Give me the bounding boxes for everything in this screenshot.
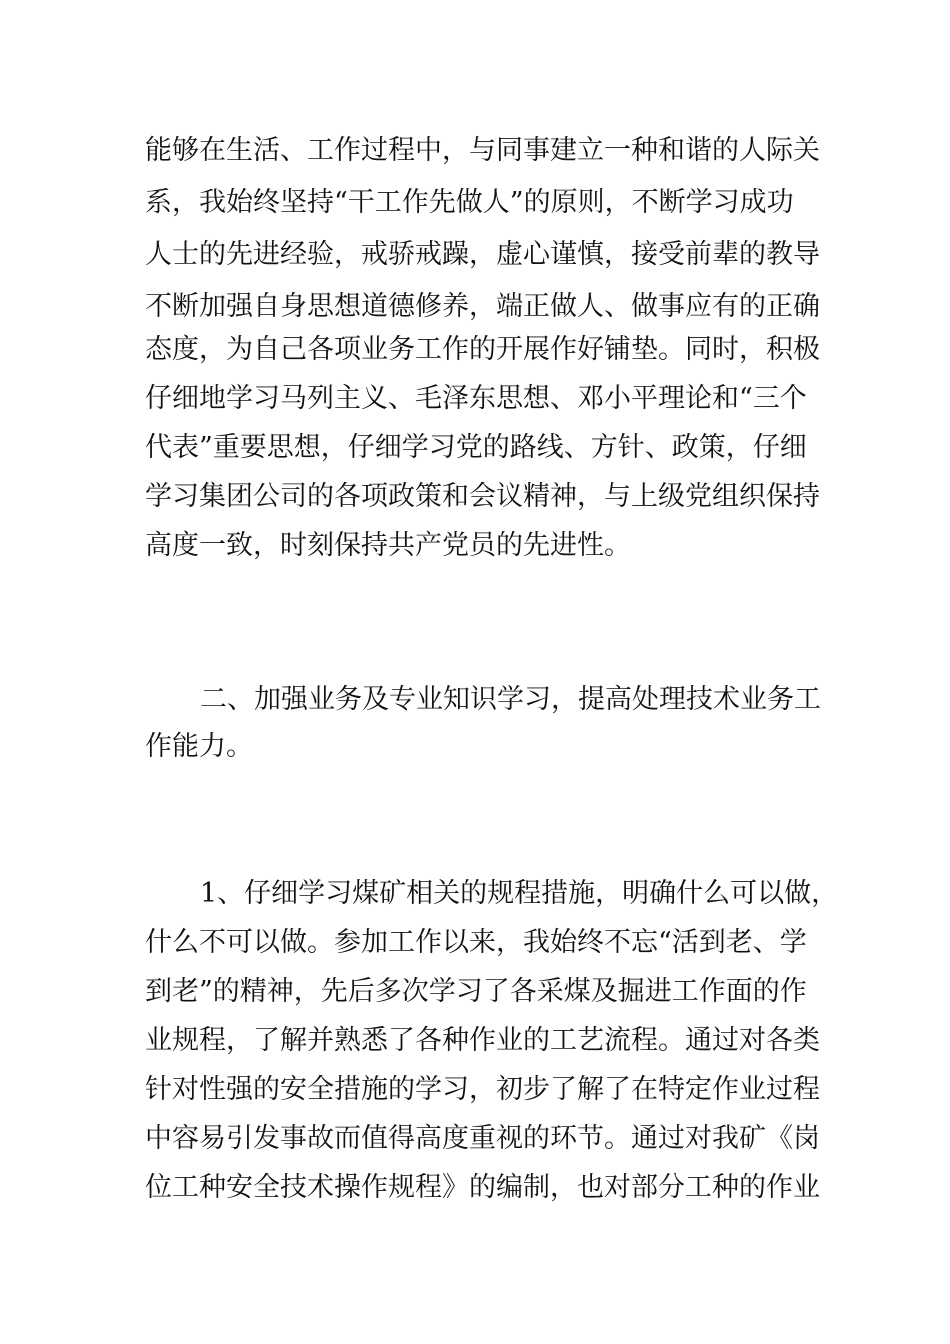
text-line: 能够在生活、工作过程中，与同事建立一种和谐的人际关 <box>145 135 820 166</box>
text-line: 系，我始终坚持“干工作先做人”的原则，不断学习成功 <box>145 187 794 218</box>
text-line: 学习集团公司的各项政策和会议精神，与上级党组织保持 <box>145 481 820 512</box>
text-line: 1、仔细学习煤矿相关的规程措施，明确什么可以做， <box>200 878 839 909</box>
text-line: 位工种安全技术操作规程》的编制，也对部分工种的作业 <box>145 1172 820 1203</box>
text-line: 中容易引发事故而值得高度重视的环节。通过对我矿《岗 <box>145 1123 820 1154</box>
text-line: 态度，为自己各项业务工作的开展作好铺垫。同时，积极 <box>145 334 820 365</box>
text-line: 到老”的精神，先后多次学习了各采煤及掘进工作面的作 <box>145 976 807 1007</box>
text-line: 高度一致，时刻保持共产党员的先进性。 <box>145 530 631 561</box>
text-line: 仔细地学习马列主义、毛泽东思想、邓小平理论和“三个 <box>145 383 807 414</box>
heading-line: 作能力。 <box>145 731 253 762</box>
text-line: 不断加强自身思想道德修养，端正做人、做事应有的正确 <box>145 291 820 322</box>
text-line: 业规程，了解并熟悉了各种作业的工艺流程。通过对各类 <box>145 1025 820 1056</box>
text-line: 代表”重要思想，仔细学习党的路线、方针、政策，仔细 <box>145 432 807 463</box>
text-line: 人士的先进经验，戒骄戒躁，虚心谨慎，接受前辈的教导 <box>145 239 820 270</box>
text-line: 什么不可以做。参加工作以来，我始终不忘“活到老、学 <box>145 927 807 958</box>
text-line: 针对性强的安全措施的学习，初步了解了在特定作业过程 <box>145 1074 820 1105</box>
heading-line: 二、加强业务及专业知识学习，提高处理技术业务工 <box>200 684 821 715</box>
